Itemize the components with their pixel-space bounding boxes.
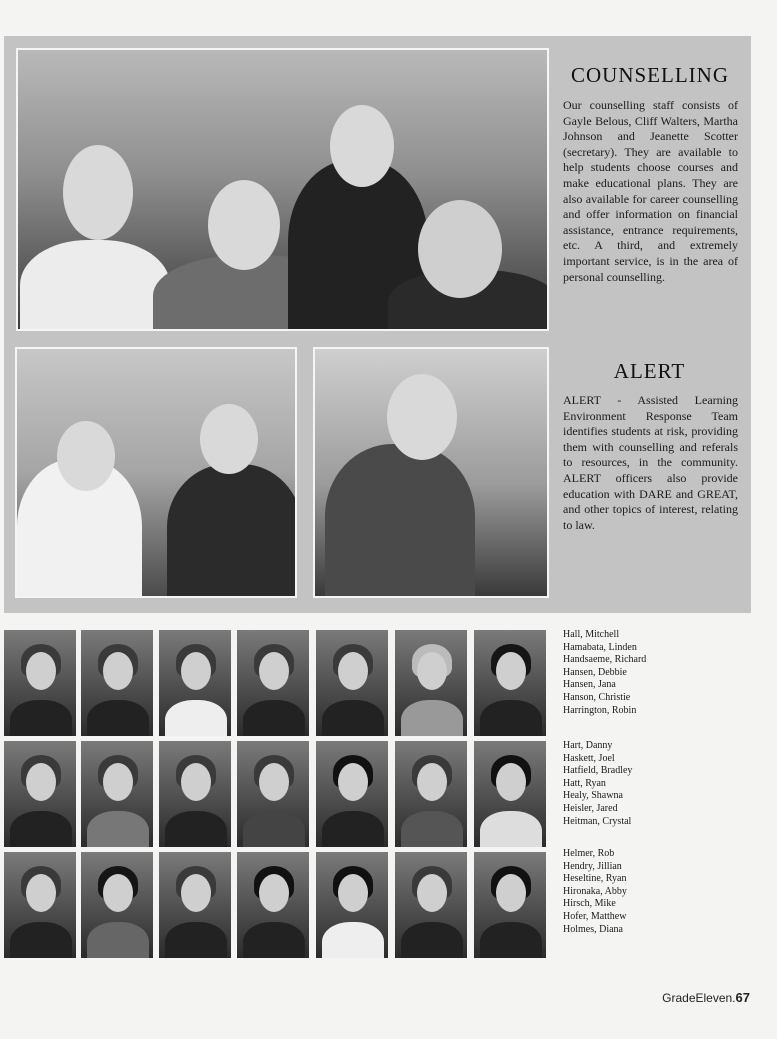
student-name: Hironaka, Abby bbox=[563, 885, 627, 897]
portrait bbox=[4, 741, 76, 847]
portrait bbox=[237, 630, 309, 736]
student-name: Hatfield, Bradley bbox=[563, 765, 633, 777]
student-name: Heitman, Crystal bbox=[563, 815, 632, 827]
student-name: Hall, Mitchell bbox=[563, 629, 620, 640]
student-name: Harrington, Robin bbox=[563, 704, 637, 716]
alert-paragraph: ALERT - Assisted Learning Environment Response Team identifies students at risk, providing them with counselling and referals to resources, in the community. ALERT officers also provide education with DARE and GREAT, and other topics of interest, relating to law. bbox=[563, 393, 738, 532]
portrait bbox=[4, 630, 76, 736]
portrait bbox=[474, 741, 546, 847]
student-name: Hansen, Debbie bbox=[563, 666, 627, 678]
student-name: Hirsch, Mike bbox=[563, 898, 616, 910]
portrait bbox=[316, 741, 388, 847]
portrait bbox=[159, 741, 231, 847]
portrait bbox=[395, 630, 467, 736]
portrait bbox=[237, 852, 309, 958]
student-name: Hofer, Matthew bbox=[563, 910, 627, 922]
alert-heading: ALERT bbox=[613, 359, 686, 383]
student-name: Haskett, Joel bbox=[563, 752, 615, 764]
name-list-row-3 bbox=[563, 848, 627, 936]
portrait bbox=[81, 741, 153, 847]
footer-section: GradeEleven. bbox=[662, 991, 736, 1005]
portrait bbox=[81, 852, 153, 958]
counselling-heading: COUNSELLING bbox=[571, 63, 729, 87]
student-name: Hansen, Jana bbox=[563, 679, 616, 691]
counselling-paragraph: Our counselling staff consists of Gayle Belous, Cliff Walters, Martha Johnson and Jeanette Scotter (secretary). They are available to help students choose courses and make educational plans. They are also available for career counselling and offer information on financial assistance, entrance requirements, etc. A third, and extremely important service, is in the area of personal counselling. bbox=[563, 98, 738, 284]
student-name: Healy, Shawna bbox=[563, 790, 623, 802]
student-name: Hanson, Christie bbox=[563, 691, 631, 703]
portrait bbox=[316, 630, 388, 736]
name-list-row-1 bbox=[563, 629, 646, 717]
portrait bbox=[4, 852, 76, 958]
student-name: Helmer, Rob bbox=[563, 848, 615, 859]
page-footer bbox=[662, 990, 750, 1005]
alert-photo-right bbox=[313, 347, 549, 598]
name-list-row-2 bbox=[563, 740, 632, 828]
portrait bbox=[159, 630, 231, 736]
portrait bbox=[474, 852, 546, 958]
student-name: Hendry, Jillian bbox=[563, 860, 622, 872]
counselling-staff-photo bbox=[16, 48, 549, 331]
portrait bbox=[474, 630, 546, 736]
alert-photo-left bbox=[15, 347, 297, 598]
student-name: Hamabata, Linden bbox=[563, 641, 637, 653]
student-name: Heisler, Jared bbox=[563, 802, 618, 814]
student-name: Handsaeme, Richard bbox=[563, 654, 647, 666]
portrait bbox=[237, 741, 309, 847]
student-name: Heseltine, Ryan bbox=[563, 873, 627, 885]
student-name: Hart, Danny bbox=[563, 740, 613, 751]
portrait bbox=[81, 630, 153, 736]
student-name: Holmes, Diana bbox=[563, 923, 623, 935]
student-name: Hatt, Ryan bbox=[563, 777, 606, 789]
portrait bbox=[395, 852, 467, 958]
page-number: 67 bbox=[735, 990, 750, 1005]
portrait bbox=[159, 852, 231, 958]
portrait bbox=[316, 852, 388, 958]
portrait bbox=[395, 741, 467, 847]
